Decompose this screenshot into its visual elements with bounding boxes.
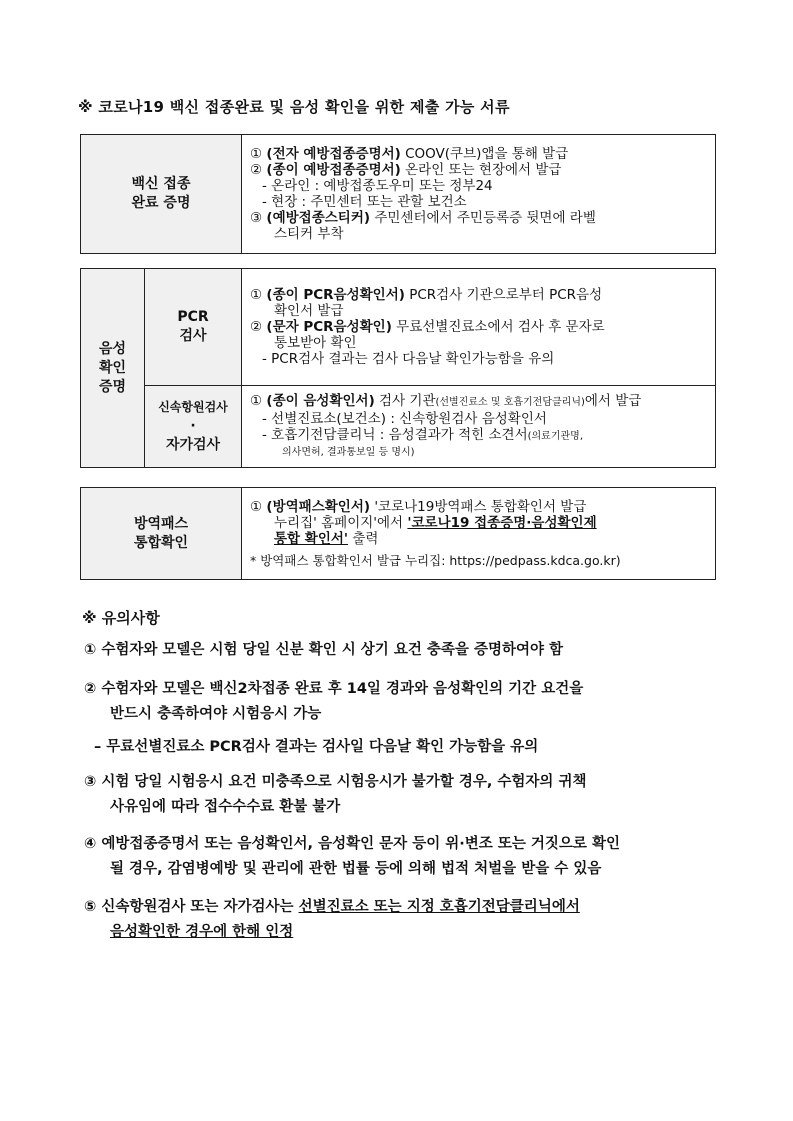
note-2-line2: 반드시 충족하여야 시험응시 가능 — [110, 706, 322, 722]
pass-item-1-cont2 — [250, 531, 709, 547]
vaccine-table — [80, 134, 716, 254]
pcr-content-cell — [242, 269, 716, 386]
rat-label-line3: 자가검사 — [165, 437, 221, 453]
vaccine-item-1 — [250, 146, 709, 162]
item-small-text: (의료기관명, — [527, 430, 584, 442]
vaccine-item-2-online: - 온라인 : 예방접종도우미 또는 정부24 — [262, 178, 493, 194]
rat-item-1-respiratory — [250, 427, 709, 445]
pcr-item-2-note: - PCR검사 결과는 검사 다음날 확인가능함을 유의 — [262, 351, 555, 367]
pcr-item-2-cont: 통보받아 확인 — [274, 335, 357, 351]
item-text: '코로나19방역패스 통합확인서 발급 — [370, 498, 587, 515]
rat-label-line1: 신속항원검사 — [158, 400, 228, 414]
item-title: (예방접종스티커) — [266, 210, 371, 226]
rat-label-dot: · — [190, 418, 196, 434]
item-number: ② — [250, 319, 263, 335]
negative-label-line3: 증명 — [98, 378, 127, 395]
note-5 — [84, 895, 580, 945]
pass-label-line2: 통합확인 — [133, 534, 189, 551]
rat-item-1-respiratory-cont: 의사면허, 결과통보일 등 명시) — [282, 446, 415, 458]
item-number: ② — [250, 162, 263, 178]
rat-content-cell — [242, 386, 716, 468]
item-text-end: 에서 발급 — [584, 392, 642, 409]
item-number: ① — [250, 498, 263, 515]
item-title: (문자 PCR음성확인) — [266, 319, 392, 335]
item-number: ③ — [250, 210, 263, 226]
item-text: 주민센터에서 주민등록증 뒷면에 라벨 — [370, 210, 596, 226]
note-4-line2: 될 경우, 감염병예방 및 관리에 관한 법률 등에 의해 법적 처벌을 받을 수 있음 — [110, 861, 602, 877]
note-5-line2: 음성확인한 경우에 한해 인정 — [110, 924, 294, 940]
item-number: ① — [250, 287, 263, 303]
negative-label-line1: 음성 — [98, 340, 127, 357]
note-4-line1: ④ 예방접종증명서 또는 음성확인서, 음성확인 문자 등이 위·변조 또는 거짓으로 확인 — [84, 836, 621, 852]
item-title: (종이 음성확인서) — [266, 392, 375, 409]
item-title: (종이 PCR음성확인서) — [266, 287, 405, 303]
vaccine-item-3 — [250, 210, 709, 226]
rat-label-cell — [145, 386, 242, 468]
note-1: ① 수험자와 모델은 시험 당일 신분 확인 시 상기 요건 충족을 증명하여야 함 — [84, 642, 564, 658]
note-5-text: ⑤ 신속항원검사 또는 자가검사는 — [84, 899, 299, 915]
negative-label-line2: 확인 — [98, 359, 127, 376]
document-title: ※ 코로나19 백신 접종완료 및 음성 확인을 위한 제출 가능 서류 — [78, 98, 510, 116]
pass-content-cell — [242, 488, 716, 580]
pcr-label-cell — [145, 269, 242, 386]
item-text: - 호흡기전담클리닉 : 음성결과가 적힌 소견서 — [262, 426, 528, 443]
item-text: COOV(쿠브)앱을 통해 발급 — [400, 146, 569, 162]
item-text: 출력 — [348, 530, 379, 547]
item-title: (전자 예방접종증명서) — [266, 146, 401, 162]
note-2-line1: ② 수험자와 모델은 백신2차접종 완료 후 14일 경과와 음성확인의 기간 요건을 — [84, 681, 584, 697]
vaccine-item-3-cont: 스티커 부착 — [274, 226, 344, 242]
notes-heading: ※ 유의사항 — [82, 609, 160, 627]
item-number: ① — [250, 392, 263, 409]
note-5-line1 — [84, 895, 580, 920]
item-highlight: '코로나19 접종증명·음성확인제 — [407, 514, 597, 531]
note-3 — [84, 770, 586, 820]
item-text: PCR검사 기관으로부터 PCR음성 — [404, 287, 603, 303]
pass-label-line1: 방역패스 — [133, 515, 189, 532]
pcr-item-1 — [250, 287, 709, 303]
note-3-line2: 사유임에 따라 접수수수료 환불 불가 — [110, 799, 341, 815]
negative-table — [80, 268, 716, 468]
vaccine-content-cell — [242, 135, 716, 254]
item-text: 검사 기관 — [374, 392, 436, 409]
item-text: 온라인 또는 현장에서 발급 — [400, 162, 562, 178]
pass-item-1 — [250, 499, 709, 515]
note-4 — [84, 832, 620, 882]
pcr-label-line2: 검사 — [179, 328, 207, 344]
vaccine-label-line2: 완료 증명 — [131, 195, 191, 211]
item-number: ① — [250, 146, 263, 162]
vaccine-item-2-onsite: - 현장 : 주민센터 또는 관할 보건소 — [262, 194, 467, 210]
pass-table — [80, 487, 716, 580]
pass-item-1-cont — [250, 515, 709, 531]
pcr-label-line1: PCR — [177, 309, 209, 325]
note-5-underlined: 선별진료소 또는 지정 호흡기전담클리닉에서 — [298, 899, 580, 915]
item-highlight: 통합 확인서' — [274, 530, 349, 547]
item-title: (방역패스확인서) — [266, 498, 371, 515]
item-title: (종이 예방접종증명서) — [266, 162, 401, 178]
note-2-sub: – 무료선별진료소 PCR검사 결과는 검사일 다음날 확인 가능함을 유의 — [94, 739, 539, 755]
rat-item-1 — [250, 393, 709, 411]
note-2 — [84, 677, 583, 727]
pcr-item-2 — [250, 319, 709, 335]
vaccine-item-2 — [250, 162, 709, 178]
rat-item-1-clinic: - 선별진료소(보건소) : 신속항원검사 음성확인서 — [262, 410, 547, 427]
item-text: 무료선별진료소에서 검사 후 문자로 — [391, 319, 605, 335]
item-small-text: (선별진료소 및 호흡기전담클리닉) — [435, 396, 585, 408]
pcr-item-1-cont: 확인서 발급 — [274, 303, 344, 319]
negative-label-cell — [81, 269, 145, 468]
pass-label-cell — [81, 488, 242, 580]
vaccine-label-line1: 백신 접종 — [131, 176, 191, 192]
pass-url-note: * 방역패스 통합확인서 발급 누리집: https://pedpass.kdca.go.kr) — [250, 552, 621, 568]
item-text: 누리집' 홈페이지'에서 — [274, 514, 408, 531]
vaccine-label-cell — [81, 135, 242, 254]
note-3-line1: ③ 시험 당일 시험응시 요건 미충족으로 시험응시가 불가할 경우, 수험자의 귀책 — [84, 774, 587, 790]
